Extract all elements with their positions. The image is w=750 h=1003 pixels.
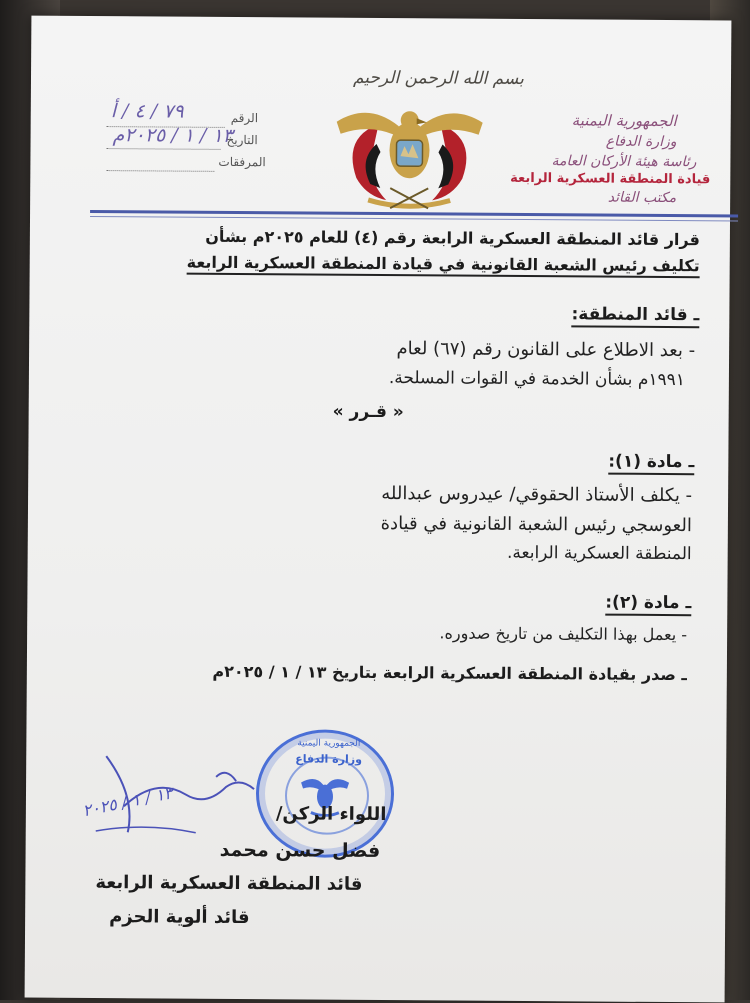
article-1-line-1: - يكلف الأستاذ الحقوقي/ عيدروس عبدالله	[381, 483, 693, 507]
preamble-line-1: - بعد الاطلاع على القانون رقم (٦٧) لعام	[396, 338, 696, 362]
date-label: التاريخ	[226, 132, 258, 148]
date-dotline	[107, 148, 221, 150]
header-general-staff: رئاسة هيئة الأركان العامة	[551, 153, 697, 171]
header-republic: الجمهورية اليمنية	[571, 111, 677, 131]
attachments-dotline	[106, 170, 214, 172]
document-page	[25, 16, 732, 1003]
signature-title-1: قائد المنطقة العسكرية الرابعة	[95, 872, 363, 895]
article-2-label: ـ مادة (٢):	[605, 593, 691, 617]
title-line-2: تكليف رئيس الشعبة القانونية في قيادة المنطقة العسكرية الرابعة	[187, 253, 700, 279]
decision-heading: « قـرر »	[332, 401, 404, 423]
date-value: ١٣ / ١ / ٢٠٢٥م	[112, 124, 233, 147]
signature-name: فضل حسن محمد	[219, 838, 381, 863]
stamp-text-mid: وزارة الدفاع	[295, 752, 363, 766]
signature-rank: اللواء الركن/	[275, 803, 387, 826]
header-fourth-region: قيادة المنطقة العسكرية الرابعة	[510, 170, 711, 188]
commander-label: ـ قائد المنطقة:	[571, 304, 699, 328]
signature-scribble-icon	[76, 736, 277, 847]
signature-date: ١٣ / ١ / ٢٠٢٥	[80, 783, 175, 821]
header-commander-office: مكتب القائد	[607, 189, 677, 207]
article-1-label: ـ مادة (١):	[608, 452, 694, 476]
yemen-emblem-icon	[328, 96, 491, 215]
header-ministry: وزارة الدفاع	[605, 133, 677, 151]
stamp-text-top: الجمهورية اليمنية	[297, 738, 361, 749]
signature-title-2: قائد ألوية الحزم	[109, 906, 250, 929]
attachments-label: المرفقات	[218, 154, 266, 170]
title-line-1: قرار قائد المنطقة العسكرية الرابعة رقم (٤) للعام ٢٠٢٥م بشأن	[205, 226, 700, 250]
preamble-line-2: ١٩٩١م بشأن الخدمة في القوات المسلحة.	[388, 368, 685, 391]
number-label: الرقم	[230, 110, 259, 126]
article-1-line-2: العوسجي رئيس الشعبة القانونية في قيادة	[380, 513, 692, 537]
article-2-line-1: - يعمل بهذا التكليف من تاريخ صدوره.	[439, 623, 688, 645]
issued-line: ـ صدر بقيادة المنطقة العسكرية الرابعة بتاريخ ١٣ / ١ / ٢٠٢٥م	[212, 661, 687, 685]
number-value: ٧٩ / ٤ / أ	[110, 100, 184, 123]
article-1-line-3: المنطقة العسكرية الرابعة.	[506, 542, 692, 565]
basmala: بسم الله الرحمن الرحيم	[352, 67, 524, 90]
